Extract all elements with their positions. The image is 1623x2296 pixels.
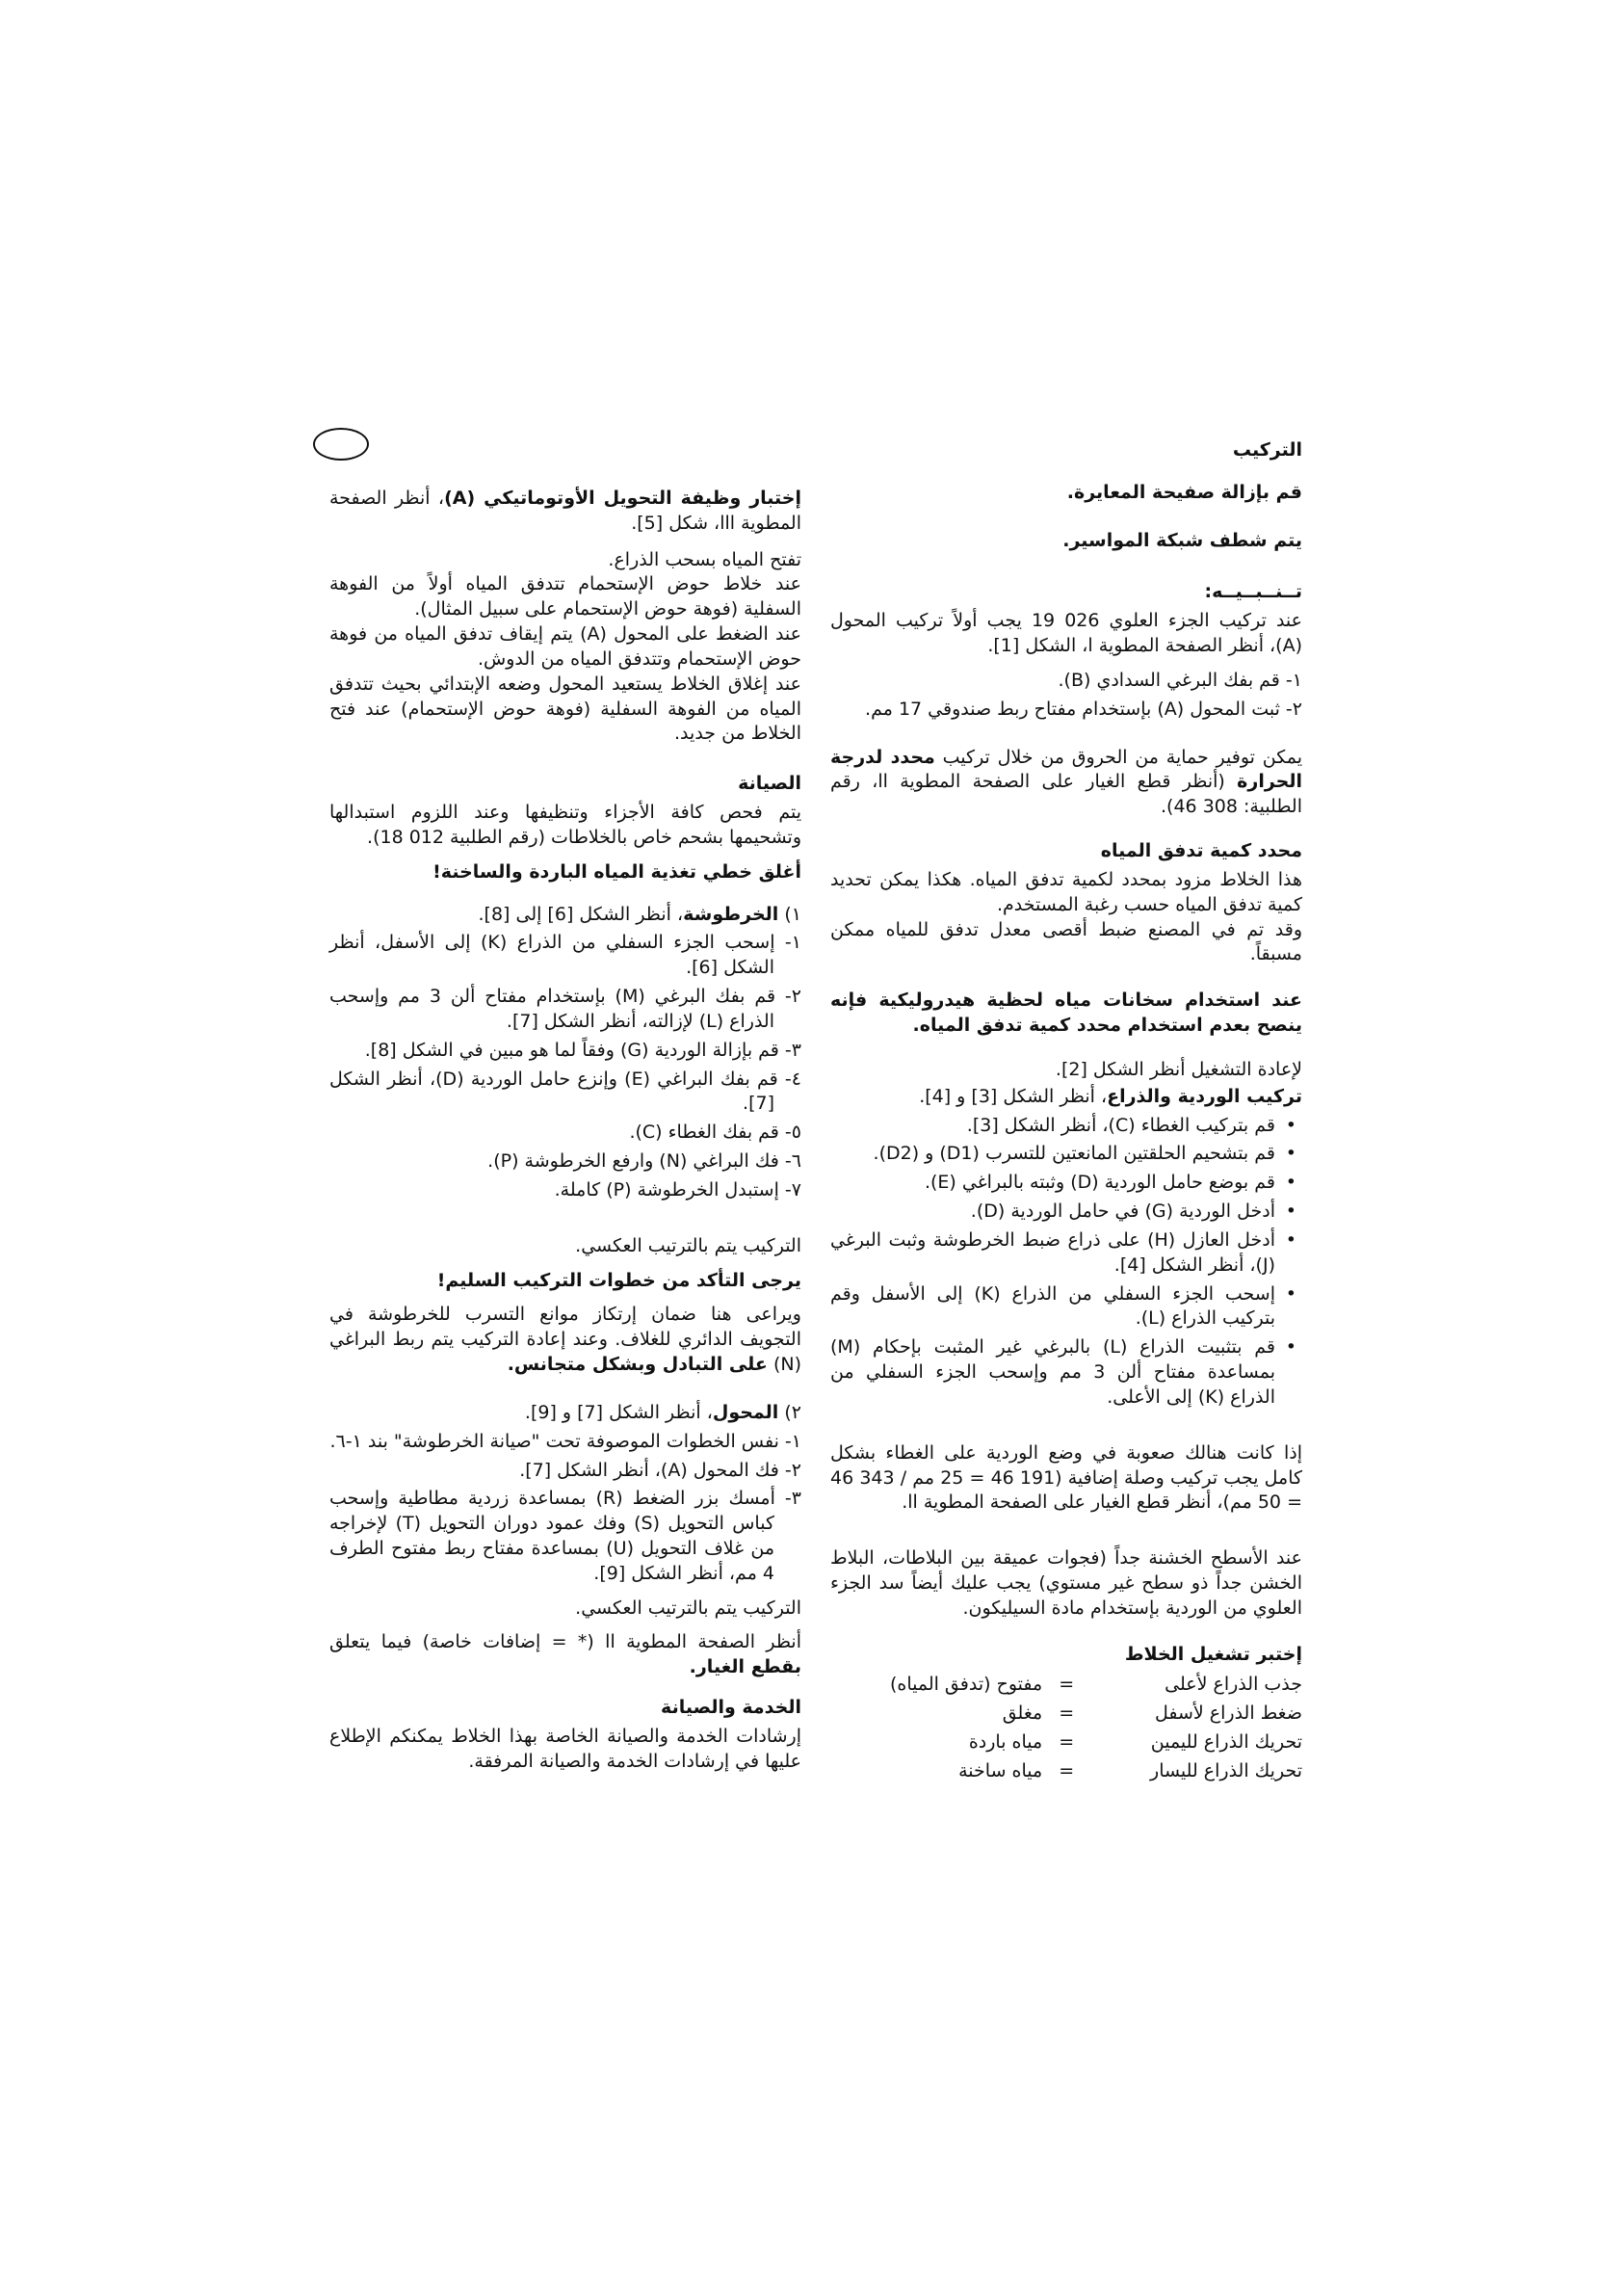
rosette-step: • أدخل العازل (H) على ذراع ضبط الخرطوشة وثبت البرغي (J)، أنظر الشكل [4]. <box>830 1228 1302 1279</box>
operation-result: مفتوح (تدفق المياه) <box>889 1674 1043 1696</box>
diverter-step: ٣- أمسك بزر الضغط (R) بمساعدة زردية مطاطية وإسحب كباس التحويل (S) وفك عمود دوران التحويل (T) لإخراجه من غلاف التحويل (U) بمساعدة مفتاح ربط مفتوح الطرف 4 مم، أنظر الشكل [9]. <box>329 1488 801 1584</box>
operation-action: ضغط الذراع لأسفل <box>1154 1702 1302 1725</box>
operation-result: مياه باردة <box>968 1731 1043 1754</box>
cartridge-steps <box>329 931 801 1202</box>
service-text: إرشادات الخدمة والصيانة الخاصة بهذا الخلاط يمكنكم الإطلاع عليها في إرشادات الخدمة والصيانة المرفقة. <box>329 1725 801 1772</box>
diverter-maintenance-steps <box>329 1430 801 1587</box>
cartridge-step: ٢- قم بفك البرغي (M) بإستخدام مفتاح ألن 3 مم وإسحب الذراع (L) لإزالته، أنظر الشكل [7]. <box>329 986 802 1032</box>
heater-warning: عند استخدام سخانات مياه لحظية هيدروليكية فإنه ينصح بعدم استخدام محدد كمية تدفق المياه. <box>830 990 1302 1037</box>
cartridge-step: ١- إسحب الجزء السفلي من الذراع (K) إلى الأسفل، أنظر الشكل [6]. <box>329 932 801 979</box>
rosette-heading: تركيب الوردية والذراع، أنظر الشكل [3] و [4]. <box>919 1085 1302 1107</box>
maintenance-text: يتم فحص كافة الأجزاء وتنظيفها وعند اللزوم استبدالها وتشحيمها بشحم خاص بالخلاطات (رقم الطلبية 012 18). <box>329 802 801 848</box>
caution-steps <box>830 669 1302 723</box>
operation-equals: = <box>1059 1702 1075 1725</box>
rosette-step: • قم بتثبيت الذراع (L) بالبرغي غير المثبت بإحكام (M) بمساعدة مفتاح ألن 3 مم وإسحب الجزء السفلي من الذراع (K) إلى الأعلى. <box>830 1335 1302 1410</box>
maintenance-heading: الصيانة <box>738 773 801 795</box>
diverter-line: عند الضغط على المحول (A) يتم إيقاف تدفق المياه من فوهة حوض الإستحمام وتتدفق المياه من الدوش. <box>329 623 801 670</box>
table-row <box>830 1757 1302 1786</box>
cartridge-step: ٧- إستبدل الخرطوشة (P) كاملة. <box>554 1178 801 1201</box>
operation-test-heading: إختبر تشغيل الخلاط <box>1124 1643 1302 1665</box>
caution-text: عند تركيب الجزء العلوي 026 19 يجب أولاً تركيب المحول (A)، أنظر الصفحة المطوية ا، الشكل [1]. <box>830 610 1302 657</box>
operation-result: مغلق <box>1002 1702 1043 1725</box>
rosette-step: • قم بتشحيم الحلقتين المانعتين للتسرب (D1) و (D2). <box>830 1142 1302 1167</box>
check-installation-heading: يرجى التأكد من خطوات التركيب السليم! <box>436 1269 801 1291</box>
extension-text: إذا كانت هنالك صعوبة في وضع الوردية على الغطاء بشكل كامل يجب تركيب وصلة إضافية (191 46 = 25 مم / 343 46 = 50 مم)، أنظر قطع الغيار على الصفحة المطوية اا. <box>830 1441 1303 1514</box>
table-row <box>830 1700 1302 1729</box>
rosette-step: • قم بتركيب الغطاء (C)، أنظر الشكل [3]. <box>830 1114 1302 1139</box>
table-row <box>830 1729 1302 1757</box>
diverter-line: عند إغلاق الخلاط يستعيد المحول وضعه الإبتدائي بحيث تتدفق المياه من الفوهة السفلية (فوهة حوض الإستحمام) عند فتح الخلاط من جديد. <box>329 673 801 745</box>
operation-action: تحريك الذراع لليسار <box>1150 1759 1302 1781</box>
cartridge-step: ٦- فك البراغي (N) وارفع الخرطوشة (P). <box>487 1150 801 1173</box>
language-marker-oval <box>313 428 369 461</box>
check-installation-text: ويراعى هنا ضمان إرتكاز موانع التسرب للخرطوشة في التجويف الدائري للغلاف. وعند إعادة التركيب يتم ربط البراغي (N) على التبادل وبشكل متجانس. <box>329 1304 801 1376</box>
caution-title: تــنــبــيــه: <box>1204 581 1302 603</box>
restart-text: لإعادة التشغيل أنظر الشكل [2]. <box>1055 1058 1302 1080</box>
spare-parts-text: أنظر الصفحة المطوية اا (* = إضافات خاصة) فيما يتعلق بقطع الغيار. <box>329 1631 801 1678</box>
operation-table <box>830 1671 1302 1785</box>
diverter-step: ٢- فك المحول (A)، أنظر الشكل [7]. <box>519 1459 801 1481</box>
remove-cap-text: قم بإزالة صفيحة المعايرة. <box>1066 481 1302 503</box>
diverter-maintenance-heading: ٢) المحول، أنظر الشكل [7] و [9]. <box>524 1401 801 1423</box>
cartridge-heading: ١) الخرطوشة، أنظر الشكل [6] إلى [8]. <box>478 903 801 925</box>
operation-equals: = <box>1059 1731 1075 1754</box>
cartridge-step: ٤- قم بفك البراغي (E) وإنزع حامل الوردية (D)، أنظر الشكل [7]. <box>329 1068 801 1115</box>
rough-surface-text: عند الأسطح الخشنة جداً (فجوات عميقة بين البلاطات، البلاط الخشن جداً ذو سطح غير مستوي) يجب عليك أيضاً سد الجزء العلوي من الوردية بإستخدام مادة السيليكون. <box>830 1547 1302 1619</box>
cartridge-step: ٥- قم بفك الغطاء (C). <box>629 1122 801 1144</box>
flow-limiter-heading: محدد كمية تدفق المياه <box>1100 840 1302 862</box>
diverter-step: ١- نفس الخطوات الموصوفة تحت "صيانة الخرطوشة" بند ١-٦. <box>329 1430 801 1452</box>
installation-heading: التركيب <box>1232 439 1302 461</box>
service-heading: الخدمة والصيانة <box>661 1697 801 1719</box>
right-column <box>830 438 1302 1786</box>
caution-step: ١- قم بفك البرغي السدادي (B). <box>1058 669 1302 691</box>
operation-action: تحريك الذراع لليمين <box>1150 1731 1302 1754</box>
cartridge-step: ٣- قم بإزالة الوردية (G) وفقاً لما هو مبين في الشكل [8]. <box>364 1039 801 1061</box>
caution-step: ٢- ثبت المحول (A) بإستخدام مفتاح ربط صندوقي 17 مم. <box>865 698 1302 720</box>
flow-limiter-text-2: وقد تم في المصنع ضبط أقصى معدل تدفق للمياه ممكن مسبقاً. <box>830 918 1302 965</box>
reverse-order-text-2: التركيب يتم بالترتيب العكسي. <box>575 1597 801 1619</box>
scald-protection-text: يمكن توفير حماية من الحروق من خلال تركيب محدد لدرجة الحرارة (أنظر قطع الغيار على الصفحة المطوية اا، رقم الطلبية: 308 46). <box>830 746 1302 818</box>
flush-pipes-text: يتم شطف شبكة المواسير. <box>1062 529 1302 551</box>
reverse-order-text: التركيب يتم بالترتيب العكسي. <box>575 1234 801 1256</box>
left-column <box>329 487 801 1784</box>
flow-limiter-text-1: هذا الخلاط مزود بمحدد لكمية تدفق المياه. هكذا يمكن تحديد كمية تدفق المياه حسب رغبة المستخدم. <box>830 868 1302 915</box>
rosette-step: • أدخل الوردية (G) في حامل الوردية (D). <box>830 1200 1302 1225</box>
rosette-step: • قم بوضع حامل الوردية (D) وثبته بالبراغي (E). <box>830 1171 1302 1196</box>
close-supply-warning: أغلق خطي تغذية المياه الباردة والساخنة! <box>432 860 801 883</box>
diverter-line: تفتح المياه بسحب الذراع. <box>608 548 801 570</box>
table-row <box>830 1671 1302 1700</box>
operation-action: جذب الذراع لأعلى <box>1165 1674 1302 1696</box>
rosette-steps <box>830 1114 1302 1411</box>
rosette-step: • إسحب الجزء السفلي من الذراع (K) إلى الأسفل وقم بتركيب الذراع (L). <box>830 1282 1302 1333</box>
diverter-test-heading: إختبار وظيفة التحويل الأوتوماتيكي (A)، أنظر الصفحة المطوية ااا، شكل [5]. <box>329 488 801 534</box>
operation-equals: = <box>1059 1674 1075 1696</box>
operation-equals: = <box>1059 1759 1075 1781</box>
operation-result: مياه ساخنة <box>958 1759 1043 1781</box>
diverter-line: عند خلاط حوض الإستحمام تتدفق المياه أولاً من الفوهة السفلية (فوهة حوض الإستحمام على سبيل المثال). <box>329 573 801 620</box>
